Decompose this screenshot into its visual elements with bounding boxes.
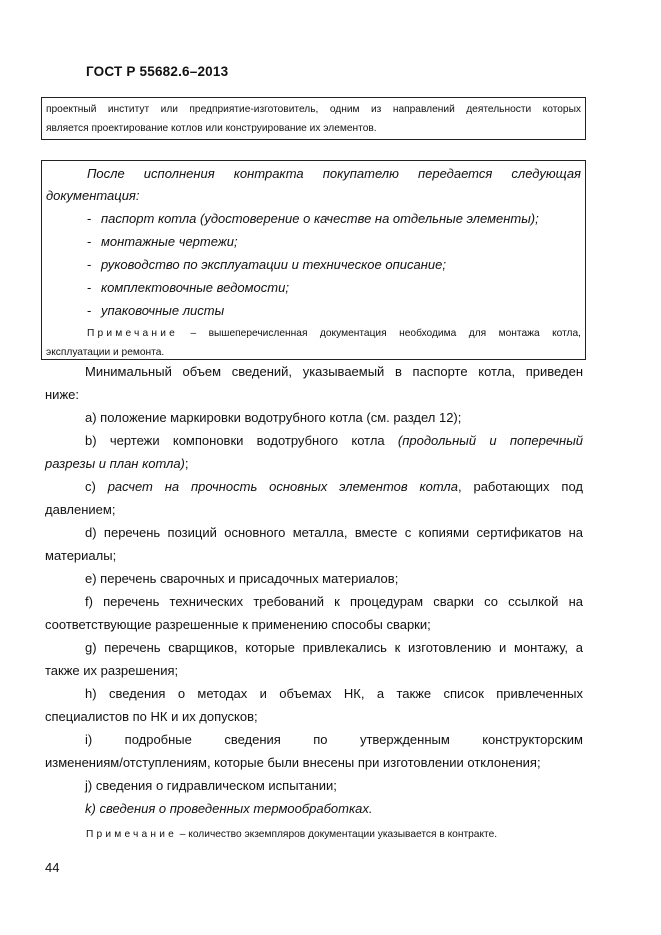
continuation-line-1: проектный институт или предприятие-изготовитель, одним из направлений деятельности которых: [46, 104, 581, 115]
continuation-box: [41, 97, 586, 140]
doc-item-text: упаковочные листы: [101, 303, 225, 318]
item-c-rest: , работающих под: [457, 479, 583, 494]
item-i-line-1: i) подробные сведения по утвержденным конструкторским: [85, 732, 583, 747]
item-d-line-1: d) перечень позиций основного металла, вместе с копиями сертификатов на: [85, 525, 583, 540]
item-g-line-2: также их разрешения;: [45, 663, 179, 678]
list-dash: -: [87, 211, 92, 226]
item-c-line-2: давлением;: [45, 502, 116, 517]
item-b-end: ;: [184, 456, 189, 471]
list-dash: -: [87, 234, 92, 249]
main-intro-line-2: ниже:: [45, 387, 79, 402]
item-g-line-1: g) перечень сварщиков, которые привлекались к изготовлению и монтажу, а: [85, 640, 583, 655]
item-d-line-2: материалы;: [45, 548, 117, 563]
contract-docs-box: [41, 160, 586, 360]
item-e: e) перечень сварочных и присадочных материалов;: [85, 571, 399, 586]
contract-intro-line-2: документация:: [46, 188, 140, 203]
main-intro-line-1: Минимальный объем сведений, указываемый в паспорте котла, приведен: [85, 364, 583, 379]
doc-list-item: [46, 230, 581, 253]
item-b-italic-2: разрезы и план котла): [45, 456, 185, 471]
item-b-line-2: [45, 452, 583, 475]
doc-item-text: комплектовочные ведомости;: [101, 280, 289, 295]
item-f-line-2: соответствующие разрешенные к применению способы сварки;: [45, 617, 431, 632]
box-note-line-1: [46, 324, 581, 343]
doc-item-text: руководство по эксплуатации и техническое описание;: [101, 257, 446, 272]
item-c-italic: расчет на прочность основных элементов котла: [107, 479, 458, 494]
note-text: – вышеперечисленная документация необходима для монтажа котла,: [177, 328, 581, 339]
doc-list-item: [46, 276, 581, 299]
doc-list-item: [46, 253, 581, 276]
item-c-line-1: [45, 475, 583, 498]
item-a: a) положение маркировки водотрубного котла (см. раздел 12);: [85, 410, 462, 425]
page-number: 44: [45, 860, 60, 875]
passport-contents: [45, 360, 583, 820]
item-c-prefix: c): [85, 479, 108, 494]
list-dash: -: [87, 303, 92, 318]
note-label: Примечание: [86, 829, 177, 840]
item-k: k) сведения о проведенных термообработках.: [85, 801, 373, 816]
item-h-line-1: h) сведения о методах и объемах НК, а также список привлеченных: [85, 686, 583, 701]
contract-intro-line-1: После исполнения контракта покупателю передается следующая: [87, 166, 581, 181]
item-f-line-1: f) перечень технических требований к процедурам сварки со ссылкой на: [85, 594, 583, 609]
doc-item-text: монтажные чертежи;: [101, 234, 238, 249]
continuation-line-2: является проектирование котлов или конструирование их элементов.: [46, 123, 377, 134]
page-note: [86, 829, 497, 840]
doc-item-text: паспорт котла (удостоверение о качестве на отдельные элементы);: [101, 211, 539, 226]
item-b-line-1: [45, 429, 583, 452]
box-note-line-2: эксплуатации и ремонта.: [46, 347, 165, 358]
note-text: – количество экземпляров документации указывается в контракте.: [176, 829, 498, 840]
list-dash: -: [87, 280, 92, 295]
list-dash: -: [87, 257, 92, 272]
doc-list-item: [46, 299, 581, 322]
item-b-italic-1: (продольный и поперечный: [397, 433, 583, 448]
doc-list-item: [46, 207, 581, 230]
document-header: ГОСТ Р 55682.6–2013: [86, 64, 229, 79]
item-b-prefix: b) чертежи компоновки водотрубного котла: [85, 433, 398, 448]
box-note: [46, 324, 581, 362]
item-j: j) сведения о гидравлическом испытании;: [85, 778, 337, 793]
item-i-line-2: изменениям/отступлениям, которые были внесены при изготовлении отклонения;: [45, 755, 541, 770]
note-label: Примечание: [87, 328, 178, 339]
item-h-line-2: специалистов по НК и их допусков;: [45, 709, 258, 724]
